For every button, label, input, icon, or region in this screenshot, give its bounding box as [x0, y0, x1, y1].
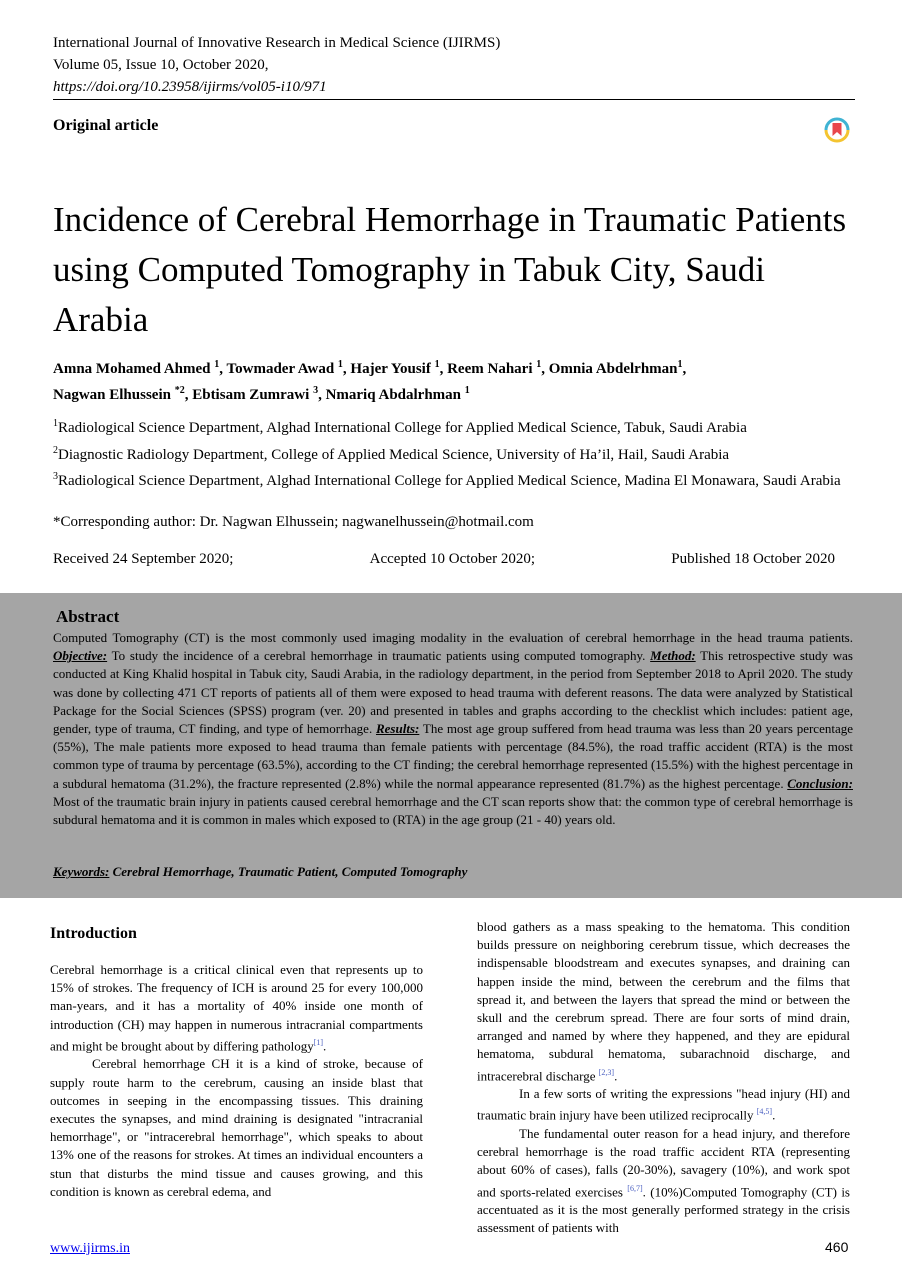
page-number: 460 — [825, 1239, 849, 1255]
accepted-date: Accepted 10 October 2020; — [369, 551, 535, 567]
abstract-heading: Abstract — [56, 607, 120, 626]
paragraph: blood gathers as a mass speaking to the hematoma. This condition builds pressure on neighboring cerebrum tissue, which decreases the indispensable bloodstream and executes synapses, and draining can happen inside the mind, between the cerebrum and the films that spread it, and between the layers that spread the mind or between the skull and the cerebrum spread. There are four sorts of mind drain, arranged and named by where they happened, and they are epidural hematoma, subdural hematoma, subarachnoid discharge, and intracerebral discharge [2,3]. — [477, 919, 850, 1083]
header-divider — [53, 99, 855, 100]
keywords — [53, 864, 467, 880]
affiliation: $^2$Diagnostic Radiology Department, College of Applied Medical Science, University of Ha’il, Hail, Saudi Arabia — [53, 444, 730, 463]
journal-name: International Journal of Innovative Research in Medical Science (IJIRMS) — [53, 35, 501, 51]
corresponding-author: *Corresponding author: Dr. Nagwan Elhussein; nagwanelhussein@hotmail.com — [53, 514, 534, 530]
paragraph: In a few sorts of writing the expressions "head injury (HI) and traumatic brain injury have been utilized reciprocally [4,5]. — [477, 1086, 850, 1123]
citation-link[interactable]: [2,3] — [598, 1067, 615, 1077]
author: Nagwan Elhussein $^{*2}$, — [53, 385, 193, 403]
citation-link[interactable]: [4,5] — [756, 1107, 773, 1117]
doi-link[interactable]: https://doi.org/10.23958/ijirms/vol05-i10/971 — [53, 79, 327, 95]
published-date: Published 18 October 2020 — [671, 551, 835, 567]
results-label: Results: — [375, 721, 420, 737]
introduction-heading: Introduction — [50, 925, 137, 942]
received-date: Received 24 September 2020; — [53, 551, 234, 567]
objective-label: Objective: — [53, 648, 108, 664]
author: Amna Mohamed Ahmed $^1$, — [53, 359, 227, 377]
paragraph: The fundamental outer reason for a head injury, and therefore cerebral hemorrhage is the road traffic accident RTA (representing about 60% of cases), falls (20-30%), savagery (10%), and work spot and sports-related exercises [6,7]. (10%)Computed Tomography (CT) is accentuated as it is the most generally performed strategy in the crisis assessment of patients with — [477, 1125, 850, 1236]
method-label: Method: — [650, 648, 696, 664]
author: Towmader Awad $^1$, — [226, 359, 351, 377]
body-column-left — [50, 961, 423, 1201]
author: Nmariq Abdalrhman $^1$ — [325, 385, 470, 403]
abstract-body: Computed Tomography (CT) is the most commonly used imaging modality in the evaluation of cerebral hemorrhage in the head trauma patients. Objective: To study the incidence of a cerebral hemorrhage in traumatic patients using computed tomography. Method: This retrospective study was conducted at King Khalid hospital in Tabuk city, Saudi Arabia, in the radiology department, in the period from September 2018 to April 2020. The study was done by collecting 471 CT reports of patients all of them were exposed to head trauma with deferent reasons. The data were analyzed by Statistical Package for the Social Sciences (SPSS) program (ver. 20) and presented in tables and graphs according to the checklist which includes: patient age, gender, type of trauma, CT finding, and type of hemorrhage. Results: The most age group suffered from head trauma was less than 20 years percentage (55%), The male patients more exposed to head trauma than female patients with percentage (84.5%), the road traffic accident (RTA) is the most common type of trauma by percentage (63.5%), according to the CT finding; the cerebral hemorrhage represented (15.5%) with the highest percentage in a subdural hematoma (31.2%), the fracture represented (2.8%) while the normal appearance represented (81.7%) as the highest percentage. Conclusion: Most of the traumatic brain injury in patients caused cerebral hemorrhage and the CT scan reports show that: the common type of cerebral hemorrhage is subdural hematoma and it is common in males which exposed to (RTA) in the age group (21 - 40) years old. — [53, 630, 853, 828]
affiliation: $^1$Radiological Science Department, Alghad International College for Applied Medical Science, Tabuk, Saudi Arabia — [53, 418, 747, 436]
paragraph: Cerebral hemorrhage CH it is a kind of stroke, because of supply route harm to the cerebrum, causing an inside blast that outcomes in seeping in the encompassing tissues. This draining executes the synapses, and mind draining is designated "intracranial hemorrhage", or "intracerebral hemorrhage", which speaks to about 13% one of the reasons for strokes. At times an individual encounters a stun that disturbs the mind tissue and causes growing, and this condition is known as cerebral edema, and — [50, 1056, 423, 1199]
author-list — [53, 354, 853, 406]
affiliations — [53, 413, 853, 493]
paragraph: Cerebral hemorrhage is a critical clinical even that represents up to 15% of strokes. The frequency of ICH is around 25 for every 100,000 man-years, and it has a mortality of 40% inside one month of introduction (CH) may happen in numerous intracranial compartments and might be brought about by differing pathology[1]. — [50, 962, 423, 1054]
author: Ebtisam Zumrawi $^3$, — [192, 385, 326, 403]
body-column-right — [477, 918, 850, 1237]
citation-link[interactable]: [1] — [313, 1037, 324, 1047]
author: Reem Nahari $^1$, — [447, 359, 549, 377]
journal-header — [53, 32, 500, 98]
journal-volume: Volume 05, Issue 10, October 2020, — [53, 57, 269, 73]
publication-dates — [53, 551, 835, 568]
crossmark-icon[interactable] — [824, 117, 850, 143]
author: Omnia Abdelrhman$^1$, — [548, 359, 687, 377]
keywords-list: Cerebral Hemorrhage, Traumatic Patient, Computed Tomography — [109, 864, 468, 879]
author: Hajer Yousif $^1$, — [350, 359, 448, 377]
citation-link[interactable]: [6,7] — [627, 1183, 643, 1193]
keywords-label: Keywords: — [53, 864, 110, 879]
article-type: Original article — [53, 117, 159, 134]
paper-title: Incidence of Cerebral Hemorrhage in Traumatic Patients using Computed Tomography in Tabuk City, Saudi Arabia — [53, 200, 847, 339]
journal-website-link[interactable]: www.ijirms.in — [50, 1241, 130, 1256]
conclusion-label: Conclusion: — [787, 775, 853, 791]
affiliation: $^3$Radiological Science Department, Alghad International College for Applied Medical Science, Madina El Monawara, Saudi Arabia — [53, 471, 841, 489]
